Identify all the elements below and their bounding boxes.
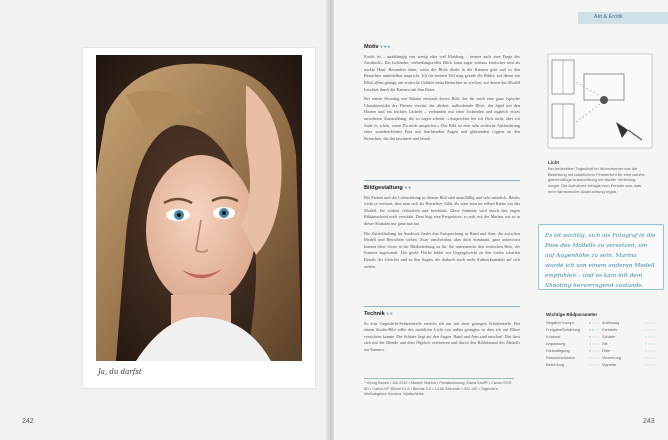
footnote: * Georg Banek • Juli 2010 • Modell: Marina • Privatwohnung, Maria Kauf® • Canon EOS 5D • Canon EF 85mm f/1.8 • Blende 2.0 • 1/160 Sekunde • ISO 100 • Tageslicht, Weißabgleich Kamera, Mattscheibe <box>364 378 514 398</box>
sidebar-light <box>548 160 648 195</box>
section-technique <box>364 302 520 357</box>
portrait-photo <box>96 55 302 361</box>
table-row: Kontrast ●○○○ Schärfe ○○○○ <box>546 334 656 339</box>
table-cell: Kontrast <box>546 334 561 339</box>
page-number-left: 242 <box>22 418 34 425</box>
rating-dots: ●●● <box>380 44 391 50</box>
photo-print <box>83 48 315 388</box>
heading-text: Motiv <box>364 44 379 50</box>
table-row: Farbsättigung ●○○○ Filter ○○○○ <box>546 348 656 353</box>
heading-text: Technik <box>364 311 385 317</box>
table-cell: Auflösung <box>602 320 620 325</box>
chapter-tab <box>578 12 668 24</box>
paragraph: Bei einem Shooting mit Marina entstand dieses Bild, das für mich eine ganz typische Charakteristika des Flirtens vereint: der direkte, auffordernde Blick, das Spiel mit den Haaren und ein leichtes Lächeln – verbunden mit einer lockenden und zugleich etwas unsicheren Ausstrahlung, die zu sagen scheint: »Ansprechen bei ich Dich nicht, aber ich finde es schön, wenn Du mich ansprichst.« Das Bild ist eine sehr erotische Aufforderung einer wunderschönen Frau mit leuchtenden Augen und glänzenden Lippen an den Betrachter, die ihn fasziniert und fesselt. <box>364 96 520 141</box>
table-cell: Anpassung <box>546 341 566 346</box>
parameter-table <box>546 312 656 368</box>
table-row: Negative Kompr. ●○○○ Auflösung ○○○○ <box>546 320 656 325</box>
divider <box>364 306 520 307</box>
portrait-illustration <box>96 55 302 361</box>
section-heading-motive <box>364 44 520 51</box>
table-cell: Farbtiefe <box>602 327 618 332</box>
table-cell: Freigabe/Schärfung <box>546 327 581 332</box>
paragraph: Erotik ist – unabhängig von wenig oder viel Kleidung – immer auch eine Frage des Ausdrucks. Ein lockender, verheißungsvoller Blick kann sogar weitaus erotischer sein als nackte Haut. Besonders dann, wenn der Blick direkt in die Kamera geht und so den Betrachter unmittelbar anspricht. Ich für meinen Teil mag gerade die Bilder, auf denen ein Blick allein genügt, um erotische Gefühle beim Betrachter zu wecken, auf denen das Modell Leuchtet durch die Kamera mit ihm flirtet. <box>364 53 520 92</box>
handwritten-note: Es ist wichtig, sich als Fotograf in die Pose des Modells zu versetzen, um auf Augenhöhe zu sein. Marina wurde ich von einem anderen Modell empfohlen – und es kam mit dem Shooting hervorragend zustande. <box>545 233 656 289</box>
table-row: Freigabe/Schärfung ●●○○ Farbtiefe ○○○○ <box>546 327 656 332</box>
section-heading-composition <box>364 185 520 192</box>
table-cell: Belichtung <box>546 362 565 367</box>
lighting-sketch <box>546 52 654 150</box>
table-row: Belichtung ○○○○ Vignette ○○○○ <box>546 362 656 367</box>
table-row: Anpassung ○○○○ Stil ○○○○ <box>546 341 656 346</box>
table-cell: Verzerrung <box>602 355 622 360</box>
chapter-tab-label: Akt & Erotik <box>594 14 623 20</box>
rating-dots: ●● <box>386 311 394 317</box>
divider <box>364 180 520 181</box>
paragraph: Die Zurückhaltung im Ausdruck findet ihre Entsprechung in Hand und Arm, die zwischen Modell und Betrachter stehen. Zwar unscheinbar, aber doch dominant, ganz unbewusst kommt diese Geste in der Bildbeziehung zu ihr. Sie unterstreicht den erotischen Reiz, der Kamera zugewandt. Die große Fläche bildet ein Gegengewicht zu den vielen scharfen Details des Gesichts und zu den Augen, die dadurch noch mehr Aufmerksamkeit auf sich ziehen. <box>364 230 520 269</box>
page-number-right: 243 <box>643 418 655 425</box>
heading-text: Bildgestaltung <box>364 185 403 191</box>
sidebar-light-label: Licht <box>548 160 559 165</box>
section-heading-technique <box>364 311 520 318</box>
table-cell: Negative Kompr. <box>546 320 575 325</box>
paragraph: So eine Gegenlicht-Schärfentiefe erreicht ich nur mit einer geringen Schärfentiefe. Bei einem Studio-Bild sollte das natürliche Licht von außen genügen, so dass ich auf Blitze verzichten konnte. Die Schärfe liegt auf den Augen. Hand und Arm sind unscharf. Das lässt sich mit der Blende und dem Objektiv realisieren und durch den Bildabstand des Modells zur Kamera. <box>364 320 520 352</box>
rating-dots: ●● <box>404 185 412 191</box>
table-cell: Schärfe <box>602 334 616 339</box>
table-row: Rauschreduktion ○○○○ Verzerrung ○○○○ <box>546 355 656 360</box>
table-cell: Farbsättigung <box>546 348 570 353</box>
table-cell: Filter <box>602 348 611 353</box>
table-cell: Rauschreduktion <box>546 355 576 360</box>
table-cell: Stil <box>602 341 608 346</box>
handwritten-note-box <box>538 224 664 290</box>
paragraph: Die Farben und die Lichtwirkung in diesem Bild sind unauffällig und sehr natürlich. Beides wirkt so vertraut, dass man sich als Betrachter fühlt, als wäre man im selben Raum wie das Modell. Sie wirken verlässlich und beschützt. Diese Intimität wird durch den engen Bildausschnitt noch verstärkt. Dem liegt eine Perspektive, so nah, mit der Marina, wir es in dieser Situation nur ganz nah tun. <box>364 194 520 226</box>
sidebar-light-text: Bei bedecktem Tageslicht im Wohnzimmer war die Belichtung mit natürlichem Fensterlicht für eine weiche, gleichmäßige Ausleuchtung mit flacher Verteilung sorgte. Die Aufnahme erfolgte vom Fenster aus, was eine harmonische Ausleuchtung ergab. <box>548 165 646 194</box>
table-cell: Vignette <box>602 362 617 367</box>
section-motive <box>364 42 520 145</box>
handwritten-caption: Ja, du darfst <box>98 368 142 376</box>
section-composition <box>364 176 520 273</box>
table-title: Wichtige Bildparameter <box>546 312 598 317</box>
left-page <box>0 0 330 440</box>
